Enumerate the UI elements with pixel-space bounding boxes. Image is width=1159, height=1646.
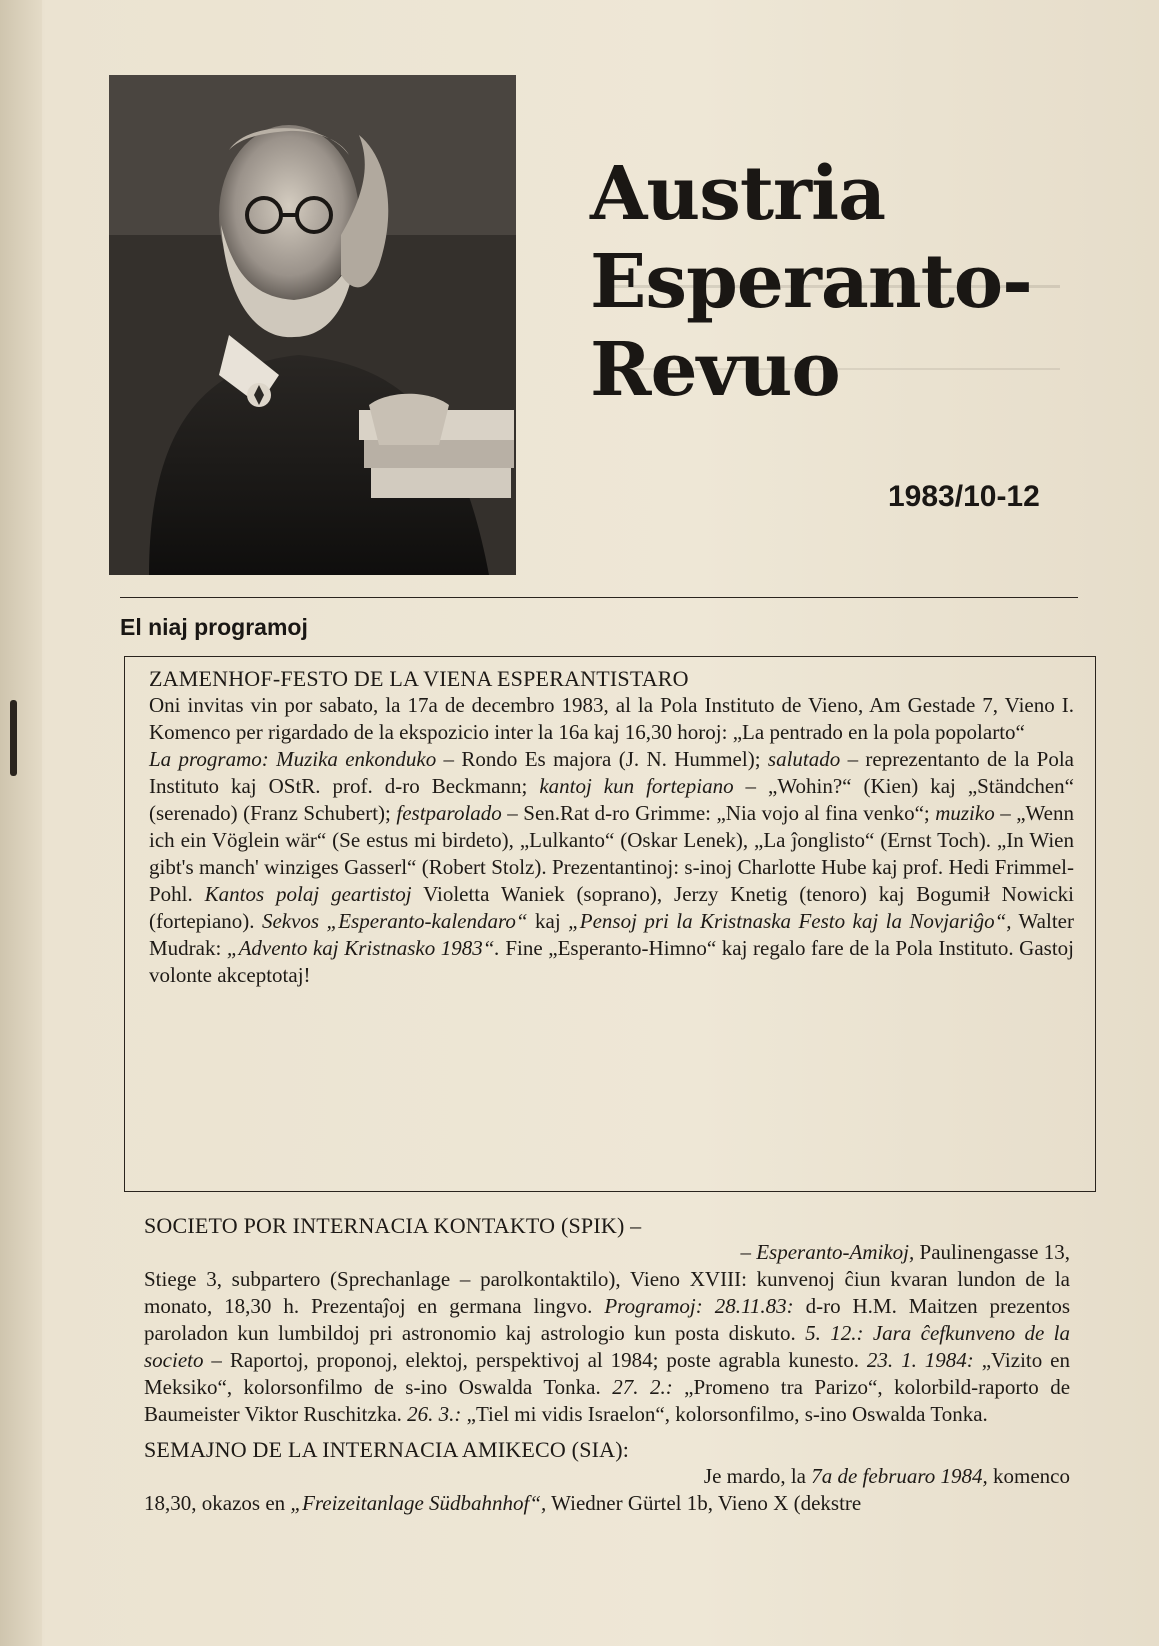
portrait-photo [109,75,516,575]
article-body [144,1198,1070,1517]
sia-heading: SEMAJNO DE LA INTERNACIA AMIKECO (SIA): [144,1437,630,1462]
magazine-title [590,150,1032,414]
section-title: El niaj programoj [120,614,308,640]
spik-address-line: – Esperanto-Amikoj, Paulinengasse 13, [740,1240,1070,1264]
title-line-1: Austria [590,151,886,237]
spik-heading: SOCIETO POR INTERNACIA KONTAKTO (SPIK) – [144,1213,642,1238]
sia-line-2: 18,30, okazos en „Freizeitanlage Südbahnhof“, Wiedner Gürtel 1b, Vieno X (dekstre [144,1491,862,1515]
event-paragraph: Oni invitas vin por sabato, la 17a de decembro 1983, al la Pola Instituto de Vieno, Am Gestade 7, Vieno I. Komenco per rigardado de la ekspozicio inter la 16a kaj 16,30 horoj: „La pentrado en la pola popolarto“ La programo: Muzika enkonduko – Rondo Es majora (J. N. Hummel); salutado – reprezentanto de la Pola Instituto kaj OStR. prof. d-ro Beckmann; kantoj kun fortepiano – „Wohin?“ (Kien) kaj „Ständchen“ (serenado) (Franz Schubert); festparolado – Sen.Rat d-ro Grimme: „Nia vojo al fina venko“; muziko – „Wenn ich ein Vöglein wär“ (Se estus mi birdeto), „Lulkanto“ (Oskar Lenek), „La ĵonglisto“ (Ernst Toch). „In Wien gibt's manch' winziges Gasserl“ (Robert Stolz). Prezentantinoj: s-inoj Charlotte Hube kaj prof. Hedi Frimmel-Pohl. Kantos polaj geartistoj Violetta Waniek (soprano), Jerzy Knetig (tenoro) kaj Bogumił Nowicki (fortepiano). Sekvos „Esperanto-kalendaro“ kaj „Pensoj pri la Kristnaska Festo kaj la Novjariĝo“, Walter Mudrak: „Advento kaj Kristnasko 1983“. Fine „Esperanto-Himno“ kaj regalo fare de la Pola Instituto. Gastoj volonte akceptotaj! [149,693,1075,987]
divider-rule [120,597,1078,598]
staple-mark [10,700,17,776]
spik-paragraph: Stiege 3, subpartero (Sprechanlage – parolkontaktilo), Vieno XVIII: kunvenoj ĉiun kvaran lundon de la monato, 18,30 h. Prezentaĵoj en germana lingvo. Programoj: 28.11.83: d-ro H.M. Maitzen prezentos paroladon kun lumbildoj pri astronomio kaj astrologio kun posta diskuto. 5. 12.: Jara ĉefkunveno de la societo – Raportoj, proponoj, elektoj, perspektivoj al 1984; poste agrabla kunesto. 23. 1. 1984: „Vizito en Meksiko“, kolorsonfilmo de s-ino Oswalda Tonka. 27. 2.: „Promeno tra Parizo“, kolorbild-raporto de Baumeister Viktor Ruschitzka. 26. 3.: „Tiel mi vidis Israelon“, kolorsonfilmo, s-ino Oswalda Tonka. [144,1267,1071,1426]
page-spine [0,0,42,1646]
issue-number: 1983/10-12 [888,480,1040,513]
event-box [124,656,1096,1192]
event-heading: ZAMENHOF-FESTO DE LA VIENA ESPERANTISTARO [149,666,689,691]
title-line-2: Esperanto- [590,239,1032,325]
title-line-3: Revuo [590,327,840,413]
event-box-text [149,665,1074,989]
sia-line-1: Je mardo, la 7a de februaro 1984, komenco [703,1464,1070,1488]
